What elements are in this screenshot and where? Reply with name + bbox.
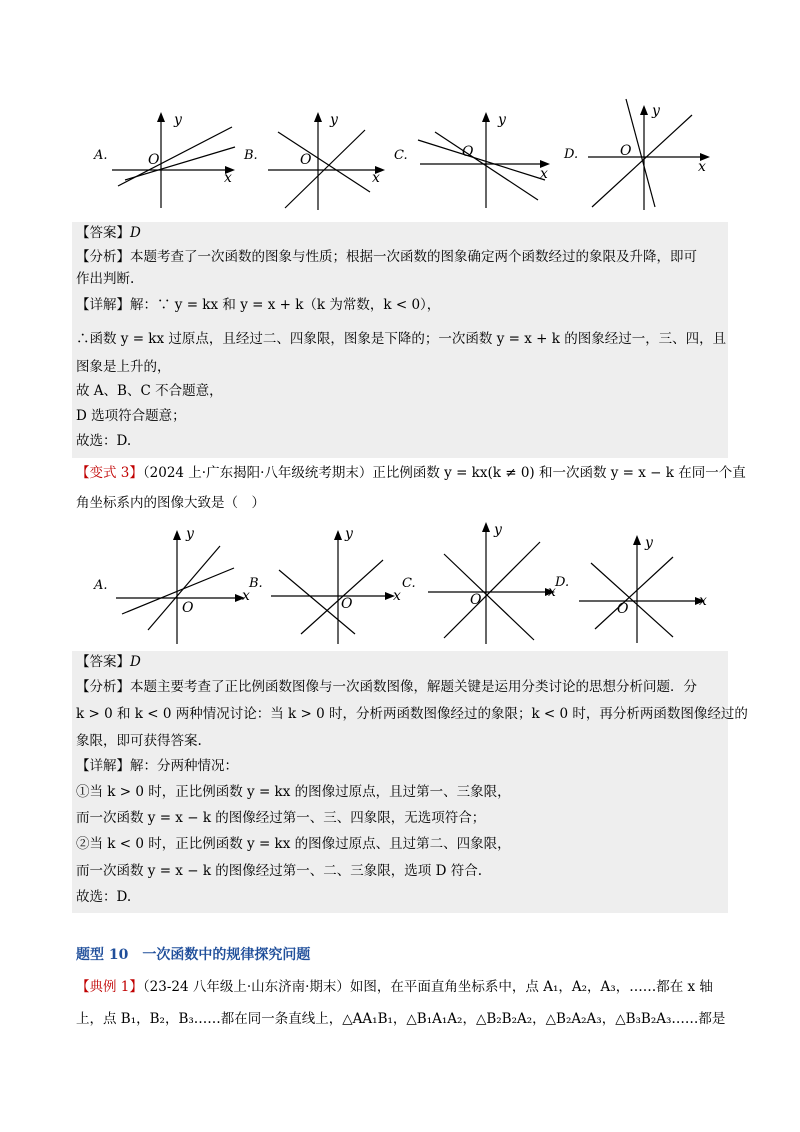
analysis-line-2: 作出判断. [76, 271, 135, 287]
graph-top-d-svg [560, 95, 720, 210]
graph-mid-d-svg [555, 525, 720, 645]
graph-top-d [560, 95, 720, 210]
analysis-label: 【分析】 [76, 679, 130, 695]
analysis-line [76, 246, 697, 268]
graph-top-a-svg [90, 100, 240, 210]
detail-text: 解：∵ y = kx 和 y = x + k（k 为常数，k < 0）， [130, 297, 441, 313]
example-question-line [76, 976, 713, 998]
detail-line-3: 而一次函数 y = x − k 的图像经过第一、三、四象限，无选项符合； [76, 810, 486, 826]
analysis-line-2: k > 0 和 k < 0 两种情况讨论：当 k > 0 时，分析两函数图像经过的象限；k < 0 时，再分析两函数图像经过的 [76, 706, 748, 722]
answer-line [76, 222, 141, 244]
detail-line-6: 故选：D. [76, 433, 132, 449]
example-tag: 【典例 1】 [76, 979, 143, 995]
detail-label: 【详解】 [76, 758, 130, 774]
detail-line-2: ①当 k > 0 时，正比例函数 y = kx 的图像过原点，且过第一、三象限， [76, 784, 511, 800]
x-axis-label: x [242, 588, 250, 604]
variant-question-line-2: 角坐标系内的图像大致是（ ） [76, 495, 265, 511]
graph-mid-a-svg [90, 522, 265, 647]
origin-label: O [462, 144, 474, 160]
y-axis-label: y [174, 112, 182, 128]
origin-label: O [182, 600, 194, 616]
detail-line [76, 755, 238, 777]
graph-mid-d [555, 525, 720, 645]
x-axis-label: x [699, 593, 707, 609]
analysis-label: 【分析】 [76, 249, 130, 265]
x-axis-label: x [698, 159, 706, 175]
section-heading: 题型 10 一次函数中的规律探究问题 [76, 947, 311, 963]
x-axis-label: x [224, 170, 232, 186]
analysis-text: 本题主要考查了正比例函数图像与一次函数图像，解题关键是运用分类讨论的思想分析问题．分 [130, 679, 697, 695]
origin-label: O [470, 592, 482, 608]
graph-top-c-svg [390, 100, 560, 210]
detail-line-4: ②当 k < 0 时，正比例函数 y = kx 的图像过原点、且过第二、四象限， [76, 836, 511, 852]
graph-top-b [240, 100, 390, 210]
graph-mid-c-svg [400, 520, 570, 647]
detail-line-3: 图象是上升的， [76, 359, 171, 375]
option-label: D. [555, 575, 570, 590]
x-axis-label: x [540, 166, 548, 182]
graph-top-c [390, 100, 560, 210]
answer-value: D [130, 225, 141, 241]
variant-text: （2024 上·广东揭阳·八年级统考期末）正比例函数 y = kx(k ≠ 0) 和一次函数 y = x − k 在同一个直 [142, 465, 746, 481]
origin-label: O [148, 152, 160, 168]
y-axis-label: y [186, 526, 194, 542]
origin-label: O [620, 143, 632, 159]
detail-label: 【详解】 [76, 297, 130, 313]
origin-label: O [341, 596, 353, 612]
graph-mid-b-svg [245, 522, 410, 647]
y-axis-label: y [345, 526, 353, 542]
detail-line-4: 故 A、B、C 不合题意， [76, 383, 223, 399]
y-axis-label: y [645, 535, 653, 551]
option-label: C. [394, 148, 408, 163]
example-text: （23-24 八年级上·山东济南·期末）如图，在平面直角坐标系中，点 A₁，A₂，A₃，……都在 x 轴 [142, 979, 713, 995]
graph-top-a [90, 100, 240, 210]
x-axis-label: x [372, 170, 380, 186]
analysis-line [76, 676, 697, 698]
detail-line-2: ∴函数 y = kx 过原点，且经过二、四象限，图象是下降的；一次函数 y = x + k 的图象经过一，三、四，且 [76, 331, 727, 347]
y-axis-label: y [652, 103, 660, 119]
option-label: C. [402, 576, 416, 591]
y-axis-label: y [494, 522, 502, 538]
origin-label: O [617, 601, 629, 617]
example-question-line-2: 上，点 B₁，B₂，B₃……都在同一条直线上，△AA₁B₁，△B₁A₁A₂，△B₂B₂A₂，△B₂A₂A₃，△B₃B₂A₃……都是 [76, 1011, 726, 1027]
detail-line-6: 故选：D. [76, 889, 132, 905]
detail-line [76, 294, 440, 316]
answer-label: 【答案】 [76, 225, 130, 241]
analysis-line-3: 象限，即可获得答案. [76, 733, 202, 749]
variant-tag: 【变式 3】 [76, 465, 143, 481]
graph-mid-b [245, 522, 410, 647]
detail-text: 解：分两种情况： [130, 758, 238, 774]
x-axis-label: x [548, 584, 556, 600]
y-axis-label: y [498, 112, 506, 128]
y-axis-label: y [330, 112, 338, 128]
origin-label: O [300, 152, 312, 168]
answer-value: D [130, 654, 141, 670]
option-label: A. [94, 578, 108, 593]
detail-line-5: 而一次函数 y = x − k 的图像经过第一、二、三象限，选项 D 符合. [76, 863, 482, 879]
x-axis-label: x [393, 588, 401, 604]
graph-top-b-svg [240, 100, 390, 210]
graph-mid-a [90, 522, 265, 647]
answer-label: 【答案】 [76, 654, 130, 670]
answer-line [76, 651, 141, 673]
detail-line-5: D 选项符合题意； [76, 408, 186, 424]
option-label: A. [94, 148, 108, 163]
option-label: B. [244, 148, 258, 163]
graph-mid-c [400, 520, 570, 647]
option-label: D. [564, 147, 579, 162]
option-label: B. [249, 576, 263, 591]
analysis-text: 本题考查了一次函数的图象与性质；根据一次函数的图象确定两个函数经过的象限及升降，即可 [130, 249, 697, 265]
variant-question-line [76, 462, 746, 484]
